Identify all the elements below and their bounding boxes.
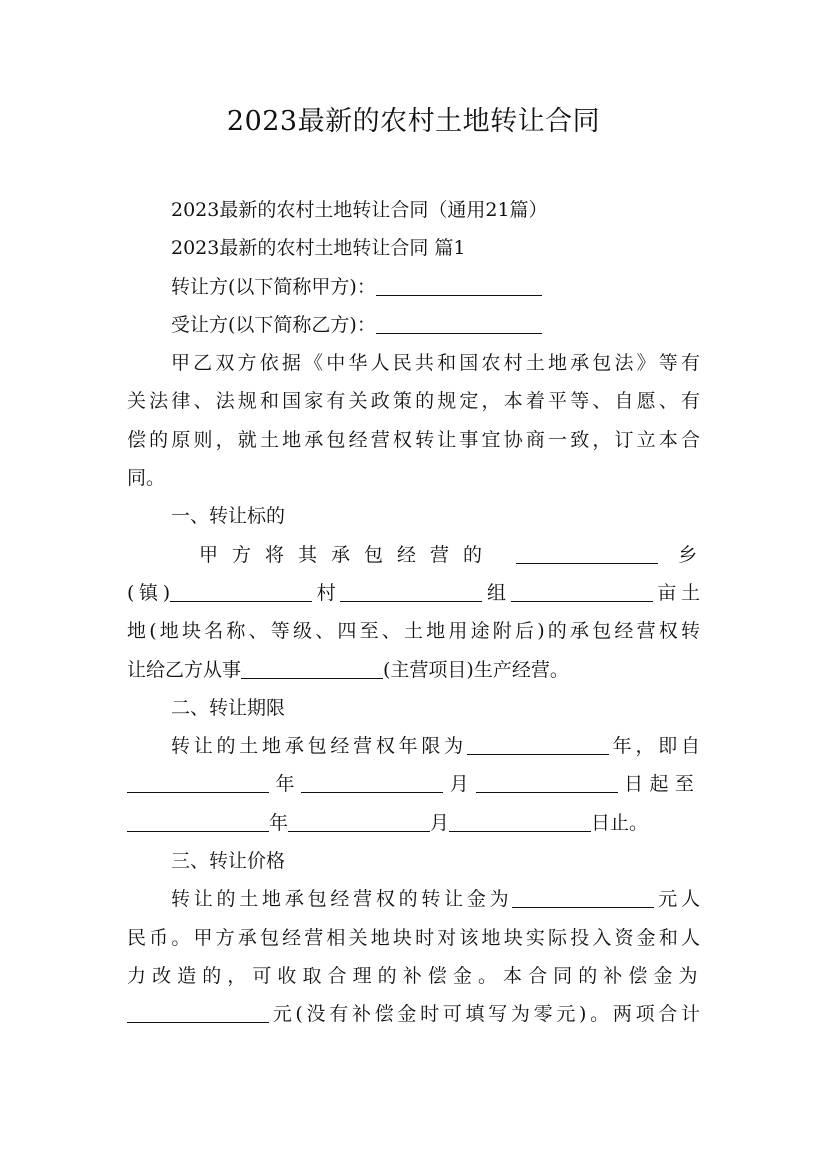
town-blank[interactable] (170, 583, 312, 602)
end-month-blank[interactable] (288, 813, 430, 832)
township-blank[interactable] (516, 545, 658, 564)
section-3-line: 力改造的，可收取合理的补偿金。本合同的补偿金为 (127, 964, 700, 987)
years-blank[interactable] (467, 736, 609, 755)
party-a-label: 转让方(以下简称甲方)： (171, 275, 376, 298)
section-3-paragraph (127, 880, 700, 1033)
preamble-paragraph (127, 344, 700, 497)
section-2-line: 年 月 日止。 (127, 804, 700, 842)
start-month-blank[interactable] (301, 774, 443, 793)
section-3-line: 转让的土地承包经营权的转让金为 元人 (171, 888, 700, 911)
section-1-line: 让给乙方从事 (主营项目)生产经营。 (127, 658, 569, 681)
section-3-heading: 三、转让价格 (171, 850, 286, 873)
preamble-line: 关法律、法规和国家有关政策的规定，本着平等、自愿、有 (127, 390, 700, 413)
section-2-paragraph (127, 727, 700, 842)
compensation-blank[interactable] (127, 1004, 269, 1023)
party-a-blank[interactable] (376, 277, 542, 296)
project-blank[interactable] (241, 660, 383, 679)
start-year-blank[interactable] (127, 774, 269, 793)
party-a-line (127, 268, 700, 306)
preamble-line: 甲乙双方依据《中华人民共和国农村土地承包法》等有 (171, 352, 700, 375)
end-year-blank[interactable] (127, 813, 269, 832)
subtitle: 2023最新的农村土地转让合同（通用21篇） (171, 199, 548, 221)
section-1-paragraph (127, 536, 712, 689)
section-3-line: 民币。甲方承包经营相关地块时对该地块实际投入资金和人 (127, 926, 700, 949)
group-blank[interactable] (511, 583, 653, 602)
preamble-line: 同。 (127, 467, 166, 490)
document-title: 2023最新的农村土地转让合同 (226, 106, 601, 137)
party-b-blank[interactable] (376, 315, 542, 334)
section-2-line: 年 月 日起至 (127, 765, 700, 803)
start-day-blank[interactable] (476, 774, 618, 793)
section-3-line: 元(没有补偿金时可填写为零元)。两项合计 (127, 995, 700, 1033)
section-1-line: 甲方将其承包经营的 乡 (199, 543, 712, 566)
party-b-line (127, 306, 700, 344)
section-1-line: (镇) 村 组 亩土 (127, 581, 700, 604)
section-1-line: 地(地块名称、等级、四至、土地用途附后)的承包经营权转 (127, 620, 700, 643)
party-b-label: 受让方(以下简称乙方)： (171, 313, 376, 336)
section-heading: 2023最新的农村土地转让合同 篇1 (171, 237, 466, 260)
transfer-fee-blank[interactable] (512, 889, 654, 908)
preamble-line: 偿的原则，就土地承包经营权转让事宜协商一致，订立本合 (127, 428, 700, 451)
village-blank[interactable] (340, 583, 482, 602)
section-1-heading: 一、转让标的 (171, 505, 286, 528)
document-body (127, 191, 712, 1034)
section-2-heading: 二、转让期限 (171, 696, 286, 719)
end-day-blank[interactable] (449, 813, 591, 832)
section-2-line: 转让的土地承包经营权年限为 年，即自 (171, 735, 700, 758)
